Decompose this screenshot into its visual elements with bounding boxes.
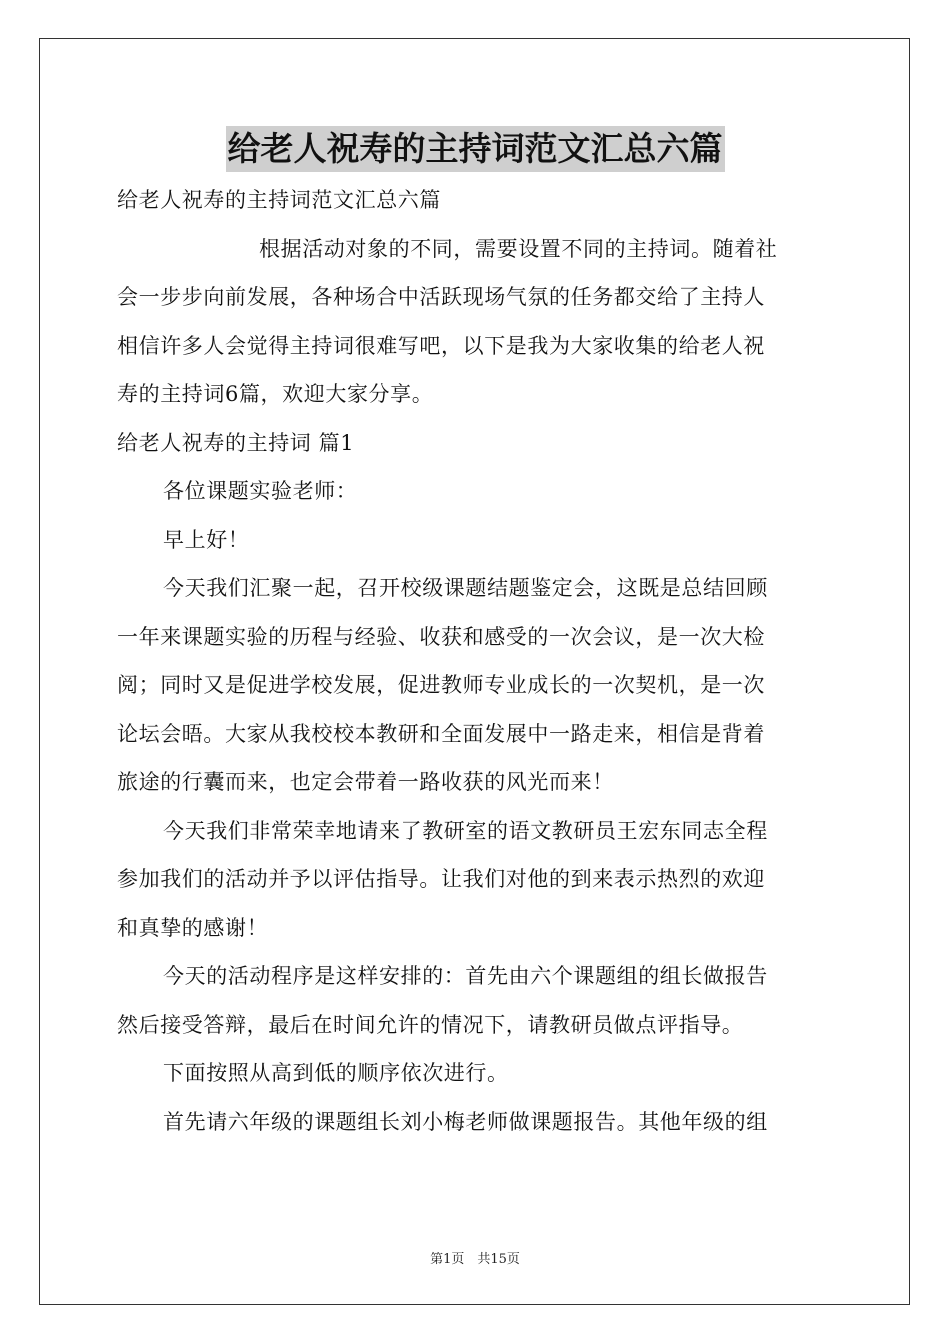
paragraph-line: 下面按照从高到低的顺序依次进行。 [163,1061,509,1085]
intro-line: 根据活动对象的不同，需要设置不同的主持词。随着社 [259,236,778,261]
paragraph-line: 首先请六年级的课题组长刘小梅老师做课题报告。其他年级的组 [163,1109,768,1134]
document-title: 给老人祝寿的主持词范文汇总六篇 [226,126,725,172]
paragraph-line: 今天我们汇聚一起，召开校级课题结题鉴定会，这既是总结回顾 [163,576,768,600]
paragraph-line: 一年来课题实验的历程与经验、收获和感受的一次会议，是一次大检 [117,624,765,649]
intro-line: 会一步步向前发展，各种场合中活跃现场气氛的任务都交给了主持人 [117,285,765,309]
salutation-line: 各位课题实验老师： [163,479,358,503]
intro-line: 寿的主持词6篇，欢迎大家分享。 [117,382,434,406]
page-number: 第1页 共15页 [430,1252,520,1267]
document-body [117,176,837,1146]
paragraph-line: 论坛会晤。大家从我校校本教研和全面发展中一路走来，相信是背着 [117,721,765,746]
title-container [0,126,950,172]
paragraph-line: 然后接受答辩，最后在时间允许的情况下，请教研员做点评指导。 [117,1012,744,1037]
intro-line: 相信许多人会觉得主持词很难写吧，以下是我为大家收集的给老人祝 [117,333,765,358]
paragraph-line: 参加我们的活动并予以评估指导。让我们对他的到来表示热烈的欢迎 [117,867,765,891]
subtitle-line: 给老人祝寿的主持词范文汇总六篇 [117,188,441,212]
greeting-line: 早上好！ [163,527,250,552]
paragraph-line: 和真挚的感谢！ [117,915,269,940]
paragraph-line: 阅；同时又是促进学校发展，促进教师专业成长的一次契机，是一次 [117,673,765,697]
section-heading: 给老人祝寿的主持词 篇1 [117,430,355,455]
paragraph-line: 旅途的行囊而来，也定会带着一路收获的风光而来！ [117,770,614,794]
paragraph-line: 今天我们非常荣幸地请来了教研室的语文教研员王宏东同志全程 [163,818,768,843]
paragraph-line: 今天的活动程序是这样安排的：首先由六个课题组的组长做报告 [163,964,768,988]
